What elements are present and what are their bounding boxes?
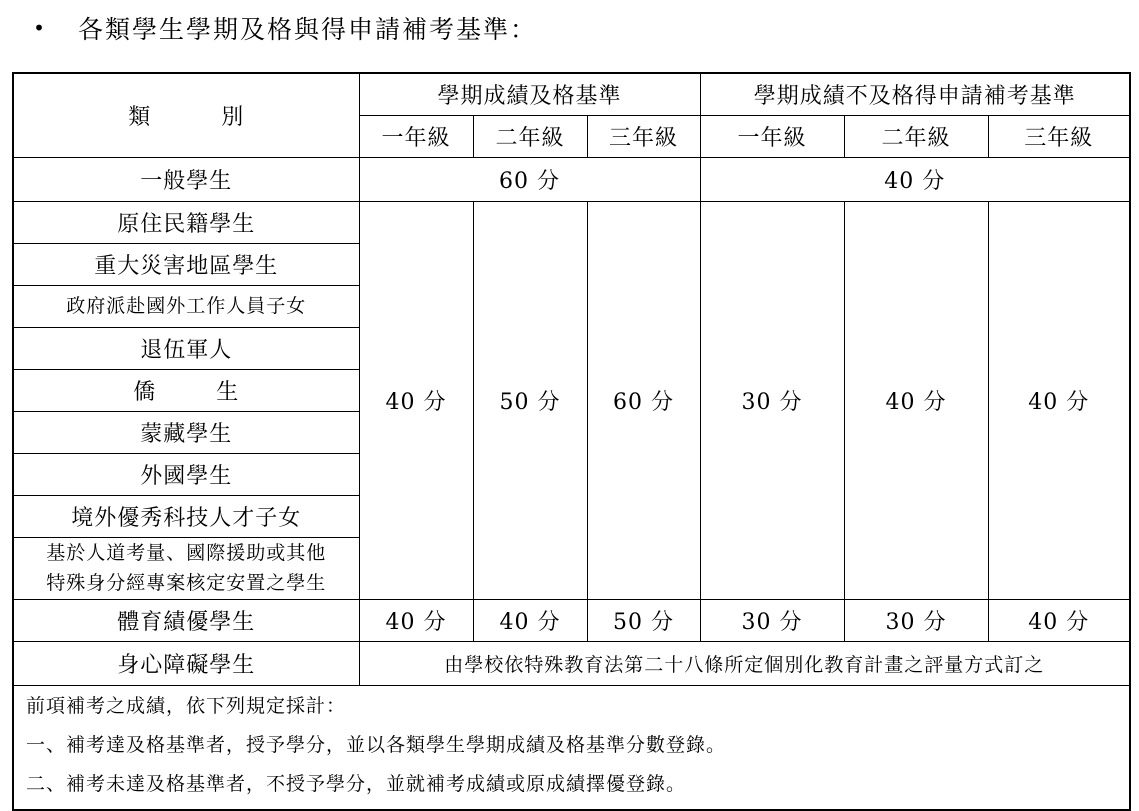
grade-header-pass-3: 三年級	[587, 115, 700, 157]
grade-header-makeup-1: 一年級	[700, 115, 844, 157]
row-label-overseas-chinese	[13, 369, 359, 411]
qiao-char-1: 僑	[133, 379, 157, 405]
sports-pass-grade-1: 40 分	[359, 599, 473, 641]
grade-header-makeup-3: 三年級	[988, 115, 1130, 157]
sports-pass-grade-3: 50 分	[587, 599, 700, 641]
category-header	[13, 73, 359, 157]
general-makeup-value: 40 分	[700, 157, 1130, 201]
special-makeup-grade-3: 40 分	[988, 201, 1130, 599]
grade-header-pass-2: 二年級	[473, 115, 587, 157]
disabled-note: 由學校依特殊教育法第二十八條所定個別化教育計畫之評量方式訂之	[359, 641, 1130, 685]
row-label-mongolian-tibetan: 蒙藏學生	[13, 411, 359, 453]
row-label-general: 一般學生	[13, 157, 359, 201]
grade-header-makeup-2: 二年級	[844, 115, 988, 157]
pass-criteria-header: 學期成績及格基準	[359, 73, 700, 115]
row-label-indigenous: 原住民籍學生	[13, 201, 359, 243]
category-header-char-1: 類	[128, 104, 152, 130]
category-header-char-2: 別	[221, 104, 245, 130]
sports-makeup-grade-3: 40 分	[988, 599, 1130, 641]
humanitarian-line-2: 特殊身分經專案核定安置之學生	[46, 572, 327, 594]
sports-pass-grade-2: 40 分	[473, 599, 587, 641]
row-label-foreign: 外國學生	[13, 453, 359, 495]
special-makeup-grade-1: 30 分	[700, 201, 844, 599]
bullet-icon: •	[33, 16, 45, 40]
footer-line-rule-1: 一、補考達及格基準者，授予學分，並以各類學生學期成績及格基準分數登錄。	[26, 733, 727, 756]
row-label-sports: 體育績優學生	[13, 599, 359, 641]
row-label-overseas-talent-children: 境外優秀科技人才子女	[13, 495, 359, 537]
footer-line-rule-2: 二、補考未達及格基準者，不授予學分，並就補考成績或原成績擇優登錄。	[26, 772, 687, 795]
qiao-char-2: 生	[216, 379, 240, 405]
special-pass-grade-3: 60 分	[587, 201, 700, 599]
pass-criteria-table	[12, 72, 1131, 811]
section-heading	[18, 8, 537, 48]
grade-header-pass-1: 一年級	[359, 115, 473, 157]
footer-notes	[13, 685, 1130, 810]
row-label-disaster-area: 重大災害地區學生	[13, 243, 359, 285]
special-pass-grade-2: 50 分	[473, 201, 587, 599]
humanitarian-line-1: 基於人道考量、國際援助或其他	[46, 542, 327, 564]
general-pass-value: 60 分	[359, 157, 700, 201]
row-label-humanitarian	[13, 537, 359, 599]
special-makeup-grade-2: 40 分	[844, 201, 988, 599]
special-pass-grade-1: 40 分	[359, 201, 473, 599]
row-label-veterans: 退伍軍人	[13, 327, 359, 369]
row-label-overseas-government-children: 政府派赴國外工作人員子女	[13, 285, 359, 327]
footer-line-intro: 前項補考之成績，依下列規定採計：	[26, 694, 347, 717]
row-label-disabled: 身心障礙學生	[13, 641, 359, 685]
makeup-criteria-header: 學期成績不及格得申請補考基準	[700, 73, 1130, 115]
heading-title: 各類學生學期及格與得申請補考基準：	[78, 15, 538, 44]
sports-makeup-grade-2: 30 分	[844, 599, 988, 641]
sports-makeup-grade-1: 30 分	[700, 599, 844, 641]
